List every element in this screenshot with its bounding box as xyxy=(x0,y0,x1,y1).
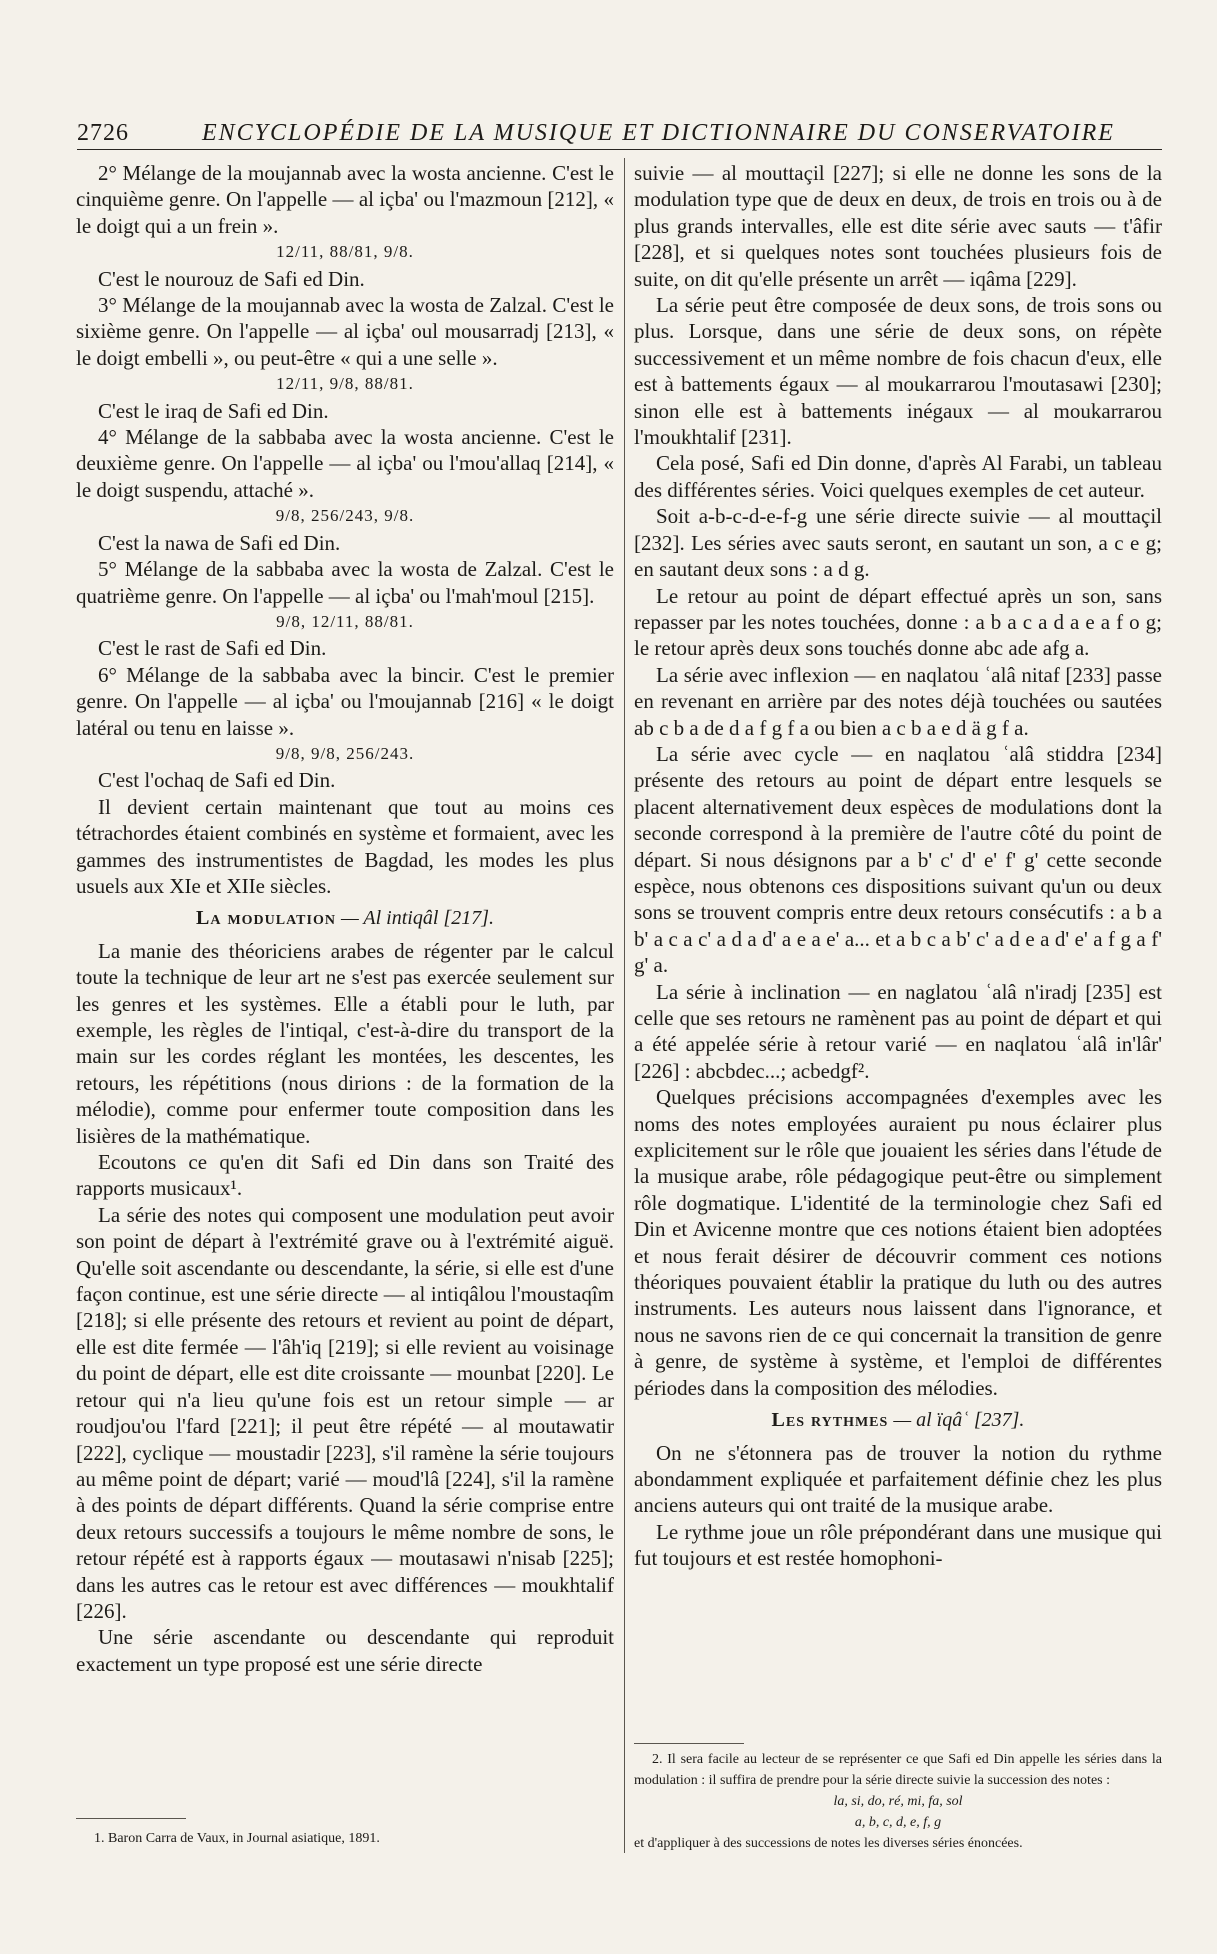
footnote-letters-line: a, b, c, d, e, f, g xyxy=(854,1815,942,1830)
paragraph: 2° Mélange de la moujannab avec la wosta ancienne. C'est le cinquième genre. On l'appelle — al içba' ou l'mazmoun [212], « le doigt qui a un frein ». xyxy=(76,161,614,238)
paragraph: Il devient certain maintenant que tout au moins ces tétrachordes étaient combinés en système et formaient, avec les gammes des instrumentistes de Bagdad, les modes les plus usuels aux XIe et XIIe siècles. xyxy=(76,794,614,898)
header-rule xyxy=(77,149,1162,150)
paragraph: C'est le rast de Safi ed Din. xyxy=(98,636,327,661)
section-heading-modulation xyxy=(76,905,614,931)
left-column xyxy=(76,160,614,1677)
paragraph: La série à inclination — en naglatou ʿalâ n'iradj [235] est celle que ses retours ne ramènent pas au point de départ et qui a été appelée série à retour varié — en naqlatou ʿalâ in'lâr' [226] : abcbdec...; acbedgf². xyxy=(634,979,1162,1083)
paragraph: On ne s'étonnera pas de trouver la notion du rythme abondamment expliquée et parfaitement définie chez les plus anciens auteurs qui ont traité de la musique arabe. xyxy=(634,1440,1162,1518)
column-divider xyxy=(624,158,625,1853)
paragraph: C'est l'ochaq de Safi ed Din. xyxy=(98,768,336,793)
footnote-1: 1. Baron Carra de Vaux, in Journal asiatique, 1891. xyxy=(94,1831,380,1846)
paragraph: C'est la nawa de Safi ed Din. xyxy=(98,530,341,555)
paragraph: 6° Mélange de la sabbaba avec la bincir. C'est le premier genre. On l'appelle — al içba' ou l'moujannab [216] « le doigt latéral ou tenu en laisse ». xyxy=(76,662,614,740)
section-heading-rythmes xyxy=(634,1407,1162,1433)
footnote-rule-left xyxy=(76,1818,186,1819)
paragraph: La série avec cycle — en naqlatou ʿalâ stiddra [234] présente des retours au point de départ entre lesquels se placent alternativement deux espèces de modulations dont la seconde correspond à la première de l'autre côté du point de départ. Si nous désignons par a b' c' d' e' f' g' cette seconde espèce, nous obtenons ces dispositions suivant qu'un ou deux sons se trouvent compris entre deux retours consécutifs : a b a b' a c a c' a d a d' a e a e' a... et a b c a b' c' a d e a d' e' a f g a f' g' a. xyxy=(634,741,1162,978)
section-title: La modulation xyxy=(196,907,336,930)
footnote-2: 2. Il sera facile au lecteur de se représenter ce que Safi ed Din appelle les séries dans la modulation : il suffira de prendre pour la série directe suivie la succession des notes : xyxy=(634,1752,1162,1788)
ratio-line: 9/8, 12/11, 88/81. xyxy=(276,611,414,631)
paragraph: Le rythme joue un rôle prépondérant dans une musique qui fut toujours et est restée homophoni- xyxy=(634,1519,1162,1571)
paragraph: La série peut être composée de deux sons, de trois sons ou plus. Lorsque, dans une série de deux sons, on répète successivement et un même nombre de fois chacun d'eux, elle est à battements égaux — al moukarrarou l'moutasawi [230]; sinon elle est à battements inégaux — al moukarrarou l'moukhtalif [231]. xyxy=(634,293,1162,450)
footnote-right xyxy=(634,1749,1162,1854)
paragraph: Une série ascendante ou descendante qui reproduit exactement un type proposé est une série directe xyxy=(76,1625,614,1676)
ratio-line: 12/11, 9/8, 88/81. xyxy=(276,374,414,394)
page-header xyxy=(77,120,1162,152)
paragraph: C'est le nourouz de Safi ed Din. xyxy=(98,266,365,291)
section-title: Les rythmes xyxy=(771,1409,889,1432)
ratio-line: 9/8, 256/243, 9/8. xyxy=(275,506,415,526)
footnote-left xyxy=(76,1828,614,1849)
paragraph: 4° Mélange de la sabbaba avec la wosta ancienne. C'est le deuxième genre. On l'appelle — al içba' ou l'mou'allaq [214], « le doigt suspendu, attaché ». xyxy=(76,425,614,502)
paragraph: La série avec inflexion — en naqlatou ʿalâ nitaf [233] passe en revenant en arrière par des notes déjà touchées ou sautées ab c b a de d a f g f a ou bien a c b a e d ä g f a. xyxy=(634,662,1162,740)
footnote-2-end: et d'appliquer à des successions de notes les diverses séries énoncées. xyxy=(634,1836,1023,1851)
paragraph: Le retour au point de départ effectué après un son, sans repasser par les notes touchées, donne : a b a c a d a e a f o g; le retour après deux sons touchés donne abc ade afg a. xyxy=(634,583,1162,661)
footnote-rule-right xyxy=(634,1743,744,1744)
paragraph: 3° Mélange de la moujannab avec la wosta de Zalzal. C'est le sixième genre. On l'appelle — al içba' oul mousarradj [213], « le doigt embelli », ou peut-être « qui a une selle ». xyxy=(76,293,614,370)
ratio-line: 9/8, 9/8, 256/243. xyxy=(275,743,415,763)
section-subtitle: — Al intiqâl [217]. xyxy=(340,907,494,930)
section-subtitle: — al ïqâʿ [237]. xyxy=(893,1409,1025,1432)
running-title: ENCYCLOPÉDIE DE LA MUSIQUE ET DICTIONNAIRE DU CONSERVATOIRE xyxy=(202,120,1115,146)
paragraph: Cela posé, Safi ed Din donne, d'après Al Farabi, un tableau des différentes séries. Voici quelques exemples de cet auteur. xyxy=(634,451,1162,502)
page-number: 2726 xyxy=(77,120,129,146)
paragraph: 5° Mélange de la sabbaba avec la wosta de Zalzal. C'est le quatrième genre. On l'appelle — al içba' ou l'mah'moul [215]. xyxy=(76,557,614,608)
ratio-line: 12/11, 88/81, 9/8. xyxy=(276,242,414,262)
paragraph: Soit a-b-c-d-e-f-g une série directe suivie — al mouttaçil [232]. Les séries avec sauts seront, en sautant un son, a c e g; en sautant deux sons : a d g. xyxy=(634,504,1162,582)
paragraph: La manie des théoriciens arabes de régenter par le calcul toute la technique de leur art ne s'est pas exercée seulement sur les genres et les systèmes. Elle a établi pour le luth, par exemple, les règles de l'intiqal, c'est-à-dire du transport de la main sur les cordes réglant les montées, les descentes, les retours, les répétitions (nous dirions : de la formation de la mélodie), comme pour enfermer toute composition dans les lisières de la mathématique. xyxy=(76,938,614,1148)
right-column xyxy=(634,160,1162,1572)
footnote-notes-line: la, si, do, ré, mi, fa, sol xyxy=(833,1794,963,1809)
paragraph: suivie — al mouttaçil [227]; si elle ne donne les sons de la modulation type que de deux en deux, de trois en trois ou à de plus grands intervalles, elle est dite série avec sauts — t'âfir [228], et si quelques notes sont touchées plusieurs fois de suite, on dit qu'elle présente un arrêt — iqâma [229]. xyxy=(634,161,1162,291)
paragraph: Quelques précisions accompagnées d'exemples avec les noms des notes employées auraient pu nous éclairer plus explicitement sur le rôle que jouaient les séries dans l'étude de la musique arabe, rôle pédagogique peut-être ou simplement rôle dogmatique. L'identité de la terminologie chez Safi ed Din et Avicenne montre que ces notions étaient bien adoptées et nous ferait désirer de découvrir comment ces notions théoriques pouvaient établir la pratique du luth ou des autres instruments. Les auteurs nous laissent dans l'ignorance, et nous ne savons rien de ce qui concernait la transition de genre à genre, de système à système, et l'emploi de différentes périodes dans la composition des mélodies. xyxy=(634,1085,1162,1400)
paragraph: Ecoutons ce qu'en dit Safi ed Din dans son Traité des rapports musicaux¹. xyxy=(76,1150,614,1201)
paragraph: C'est le iraq de Safi ed Din. xyxy=(98,398,329,423)
paragraph: La série des notes qui composent une modulation peut avoir son point de départ à l'extrémité grave ou à l'extrémité aiguë. Qu'elle soit ascendante ou descendante, la série, si elle est d'une façon continue, est une série directe — al intiqâlou l'moustaqîm [218]; si elle présente des retours et revient au point de départ, elle est dite fermée — l'âh'iq [219]; si elle revient au voisinage du point de départ, elle est dite croissante — mounbat [220]. Le retour qui n'a lieu qu'une fois est un retour simple — ar roudjou'ou l'fard [221]; il peut être répété — al moutawatir [222], cyclique — moustadir [223], s'il ramène la série toujours au même point de départ; varié — moud'lâ [224], s'il la ramène à des points de départ différents. Quand la série comprise entre deux retours successifs a toujours le même nombre de sons, le retour répété est à rapports égaux — moutasawi n'nisab [225]; dans les autres cas le retour est avec différences — moukhtalif [226]. xyxy=(76,1202,614,1623)
